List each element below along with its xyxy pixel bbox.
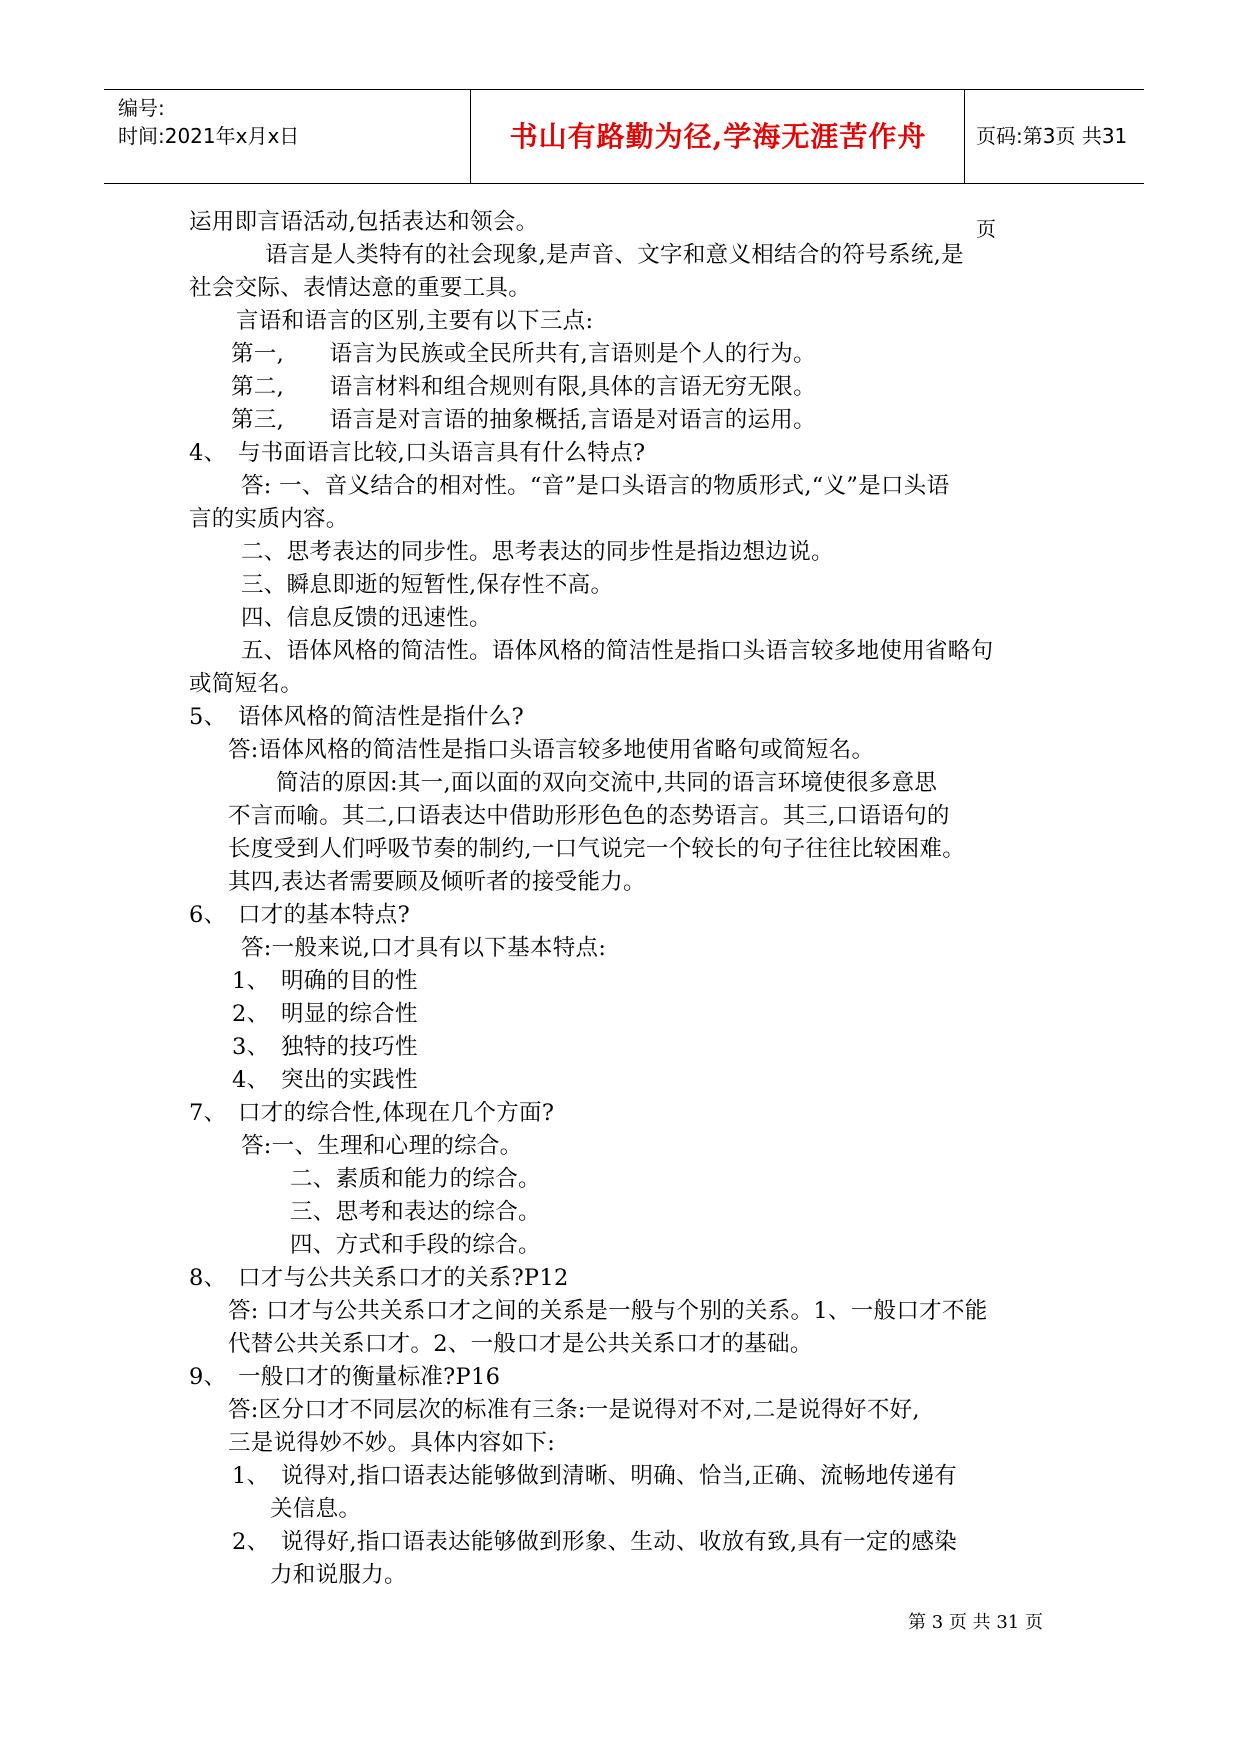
- header-divider-left: [470, 90, 471, 183]
- document-number-label: 编号:: [118, 96, 165, 120]
- text-line: 答:区分口才不同层次的标准有三条:一是说得对不对,二是说得好不好,: [228, 1397, 920, 1423]
- text-line: 二、素质和能力的综合。: [290, 1166, 541, 1192]
- text-line: 三、瞬息即逝的短暂性,保存性不高。: [241, 572, 614, 598]
- text-line: 三是说得妙不妙。具体内容如下:: [228, 1430, 556, 1456]
- text-line: 或简短名。: [189, 671, 304, 697]
- text-line: 力和说服力。: [270, 1562, 407, 1588]
- page-footer: 第 3 页 共 31 页: [908, 1612, 1043, 1633]
- text-line: 答: 一、音义结合的相对性。“音”是口头语言的物质形式,“义”是口头语: [241, 473, 950, 499]
- question-heading: 8、 口才与公共关系口才的关系?P12: [189, 1265, 569, 1291]
- text-line: 第二, 语言材料和组合规则有限,具体的言语无穷无限。: [231, 374, 816, 400]
- text-line: 二、思考表达的同步性。思考表达的同步性是指边想边说。: [241, 539, 834, 565]
- text-line: 答:一般来说,口才具有以下基本特点:: [241, 935, 607, 961]
- text-line: 四、方式和手段的综合。: [290, 1232, 541, 1258]
- text-line: 简洁的原因:其一,面以面的双向交流中,共同的语言环境使很多意思: [276, 770, 938, 796]
- list-item: 2、 说得好,指口语表达能够做到形象、生动、收放有致,具有一定的感染: [232, 1529, 958, 1555]
- text-line: 运用即言语活动,包括表达和领会。: [189, 209, 539, 235]
- text-line: 其四,表达者需要顾及倾听者的接受能力。: [228, 869, 646, 895]
- text-line: 言的实质内容。: [189, 506, 349, 532]
- header-page-code: 页码:第3页 共31页: [976, 124, 1128, 241]
- question-heading: 9、 一般口才的衡量标准?P16: [189, 1364, 501, 1390]
- list-item: 1、 明确的目的性: [232, 968, 418, 994]
- text-line: 四、信息反馈的迅速性。: [241, 605, 492, 631]
- question-heading: 4、 与书面语言比较,口头语言具有什么特点?: [189, 440, 646, 466]
- header-divider-right: [964, 90, 965, 183]
- text-line: 答: 口才与公共关系口才之间的关系是一般与个别的关系。1、一般口才不能: [228, 1298, 988, 1324]
- list-item: 4、 突出的实践性: [232, 1067, 418, 1093]
- text-line: 社会交际、表情达意的重要工具。: [189, 275, 532, 301]
- text-line: 语言是人类特有的社会现象,是声音、文字和意义相结合的符号系统,是: [265, 242, 964, 268]
- text-line: 关信息。: [270, 1496, 362, 1522]
- question-heading: 5、 语体风格的简洁性是指什么?: [189, 704, 524, 730]
- header-meta: [118, 90, 472, 187]
- document-date: 时间:2021年x月x日: [118, 124, 300, 148]
- list-item: 1、 说得对,指口语表达能够做到清晰、明确、恰当,正确、流畅地传递有: [232, 1463, 958, 1489]
- text-line: 答:一、生理和心理的综合。: [241, 1133, 523, 1159]
- text-line: 五、语体风格的简洁性。语体风格的简洁性是指口头语言较多地使用省略句: [241, 638, 994, 664]
- text-line: 三、思考和表达的综合。: [290, 1199, 541, 1225]
- text-line: 不言而喻。其二,口语表达中借助形形色色的态势语言。其三,口语语句的: [228, 803, 950, 829]
- text-line: 答:语体风格的简洁性是指口头语言较多地使用省略句或简短名。: [228, 737, 875, 763]
- text-line: 代替公共关系口才。2、一般口才是公共关系口才的基础。: [228, 1331, 813, 1357]
- question-heading: 7、 口才的综合性,体现在几个方面?: [189, 1100, 555, 1126]
- text-line: 第三, 语言是对言语的抽象概括,言语是对语言的运用。: [231, 407, 816, 433]
- question-heading: 6、 口才的基本特点?: [189, 902, 410, 928]
- list-item: 3、 独特的技巧性: [232, 1034, 418, 1060]
- text-line: 长度受到人们呼吸节奏的制约,一口气说完一个较长的句子往往比较困难。: [228, 836, 966, 862]
- header-motto: 书山有路勤为径,学海无涯苦作舟: [509, 120, 927, 153]
- text-line: 第一, 语言为民族或全民所共有,言语则是个人的行为。: [231, 341, 816, 367]
- list-item: 2、 明显的综合性: [232, 1001, 418, 1027]
- text-line: 言语和语言的区别,主要有以下三点:: [236, 308, 594, 334]
